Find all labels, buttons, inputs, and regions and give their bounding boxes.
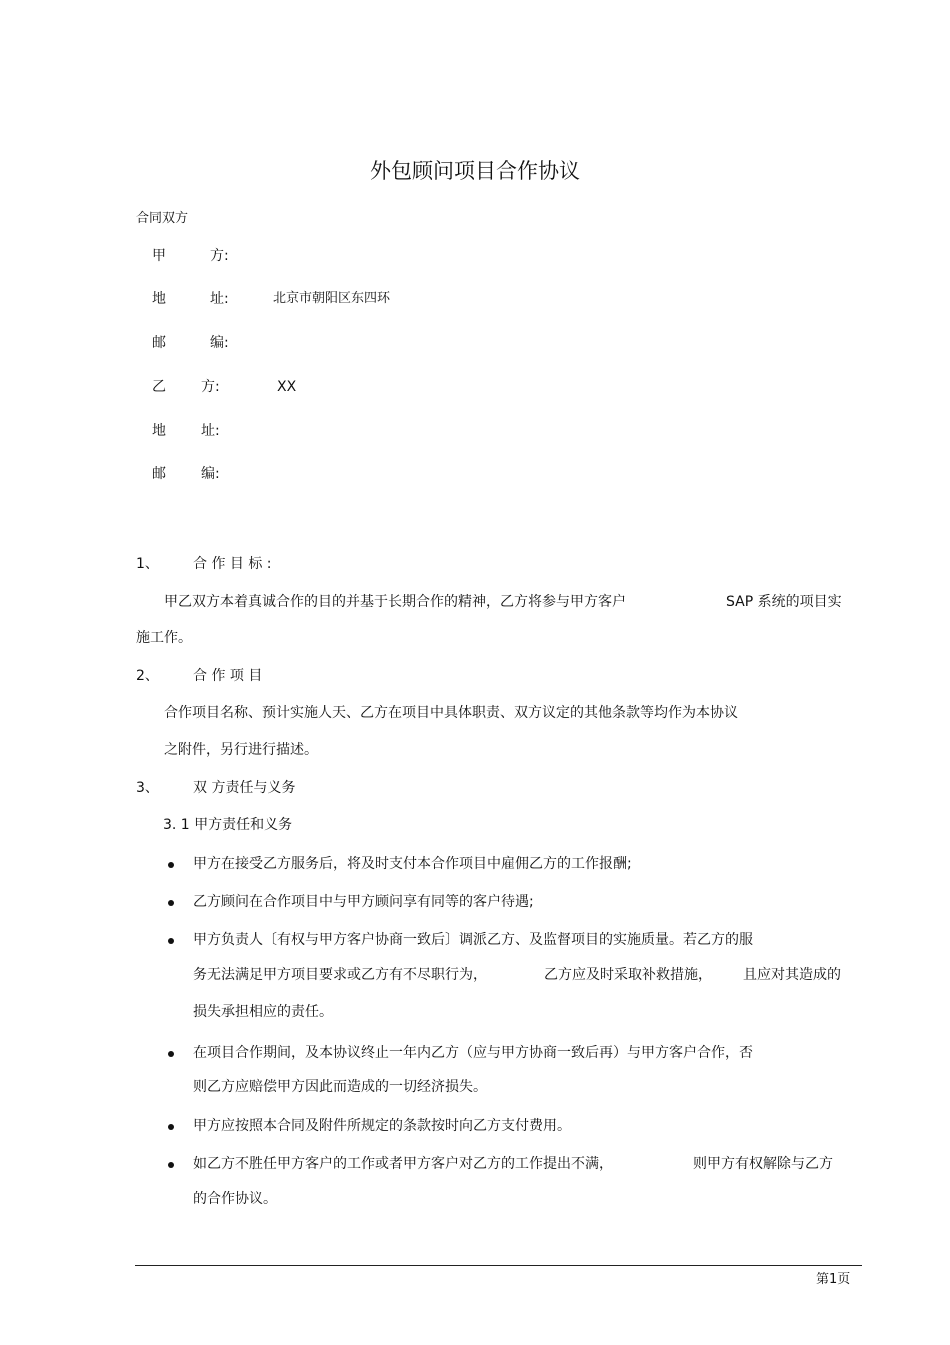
section-3-number: 3、 <box>136 780 159 796</box>
party-a-name-label-1: 甲 <box>152 248 166 264</box>
bullet-3-text-line-1: 甲方负责人〔有权与甲方客户协商一致后〕调派乙方、及监督项目的实施质量。若乙方的服 <box>193 932 753 948</box>
party-a-name-label-2: 方: <box>210 248 229 264</box>
bullet-2-text: 乙方顾问在合作项目中与甲方顾问享有同等的客户待遇; <box>193 894 534 910</box>
section-1-heading: 合 作 目 标 : <box>193 556 272 572</box>
bullet-6-text-line-1b: 则甲方有权解除与乙方 <box>693 1156 833 1172</box>
bullet-icon <box>168 1162 174 1168</box>
party-a-address-value: 北京市朝阳区东四环 <box>273 291 391 306</box>
section-3-heading: 双 方责任与义务 <box>193 780 296 796</box>
bullet-6-text-line-1a: 如乙方不胜任甲方客户的工作或者甲方客户对乙方的工作提出不满， <box>193 1156 613 1172</box>
section-1-text-line-1b: SAP 系统的项目实 <box>726 594 842 610</box>
bullet-1-text: 甲方在接受乙方服务后，将及时支付本合作项目中雇佣乙方的工作报酬; <box>193 856 632 872</box>
bullet-3-text-line-2a: 务无法满足甲方项目要求或乙方有不尽职行为， <box>193 967 487 983</box>
bullet-icon <box>168 862 174 868</box>
party-b-name-label-1: 乙 <box>152 379 166 395</box>
parties-heading: 合同双方 <box>136 211 189 226</box>
bullet-4-text-line-2: 则乙方应赔偿甲方因此而造成的一切经济损失。 <box>193 1079 487 1095</box>
footer-divider <box>135 1265 862 1266</box>
bullet-6-text-line-2: 的合作协议。 <box>193 1191 277 1207</box>
bullet-5-text: 甲方应按照本合同及附件所规定的条款按时向乙方支付费用。 <box>193 1118 571 1134</box>
bullet-icon <box>168 900 174 906</box>
section-2-number: 2、 <box>136 668 159 684</box>
section-2-text-line-1: 合作项目名称、预计实施人天、乙方在项目中具体职责、双方议定的其他条款等均作为本协议 <box>164 705 738 721</box>
bullet-icon <box>168 1051 174 1057</box>
bullet-icon <box>168 938 174 944</box>
section-1-number: 1、 <box>136 556 159 572</box>
party-a-postcode-label-1: 邮 <box>152 335 166 351</box>
party-a-postcode-label-2: 编: <box>210 335 229 351</box>
bullet-3-text-line-3: 损失承担相应的责任。 <box>193 1004 333 1020</box>
section-1-text-line-2: 施工作。 <box>136 630 192 646</box>
page-number: 第1页 <box>816 1272 851 1287</box>
party-b-name-value: XX <box>277 379 297 395</box>
bullet-3-text-line-2b: 乙方应及时采取补救措施， <box>544 967 712 983</box>
party-b-postcode-label-2: 编: <box>201 466 220 482</box>
bullet-4-text-line-1: 在项目合作期间，及本协议终止一年内乙方（应与甲方协商一致后再）与甲方客户合作，否 <box>193 1045 753 1061</box>
party-a-address-label-2: 址: <box>210 291 229 307</box>
party-b-name-label-2: 方: <box>201 379 220 395</box>
bullet-icon <box>168 1124 174 1130</box>
party-b-address-label-2: 址: <box>201 423 220 439</box>
party-b-postcode-label-1: 邮 <box>152 466 166 482</box>
document-title: 外包顾问项目合作协议 <box>370 159 580 183</box>
party-a-address-label-1: 地 <box>152 291 166 307</box>
bullet-3-text-line-2c: 且应对其造成的 <box>743 967 841 983</box>
section-2-heading: 合 作 项 目 <box>193 668 263 684</box>
section-1-text-line-1a: 甲乙双方本着真诚合作的目的并基于长期合作的精神，乙方将参与甲方客户 <box>164 594 626 610</box>
party-b-address-label-1: 地 <box>152 423 166 439</box>
section-2-text-line-2: 之附件，另行进行描述。 <box>164 742 318 758</box>
section-3-1-subheading: 3. 1 甲方责任和义务 <box>163 817 293 833</box>
